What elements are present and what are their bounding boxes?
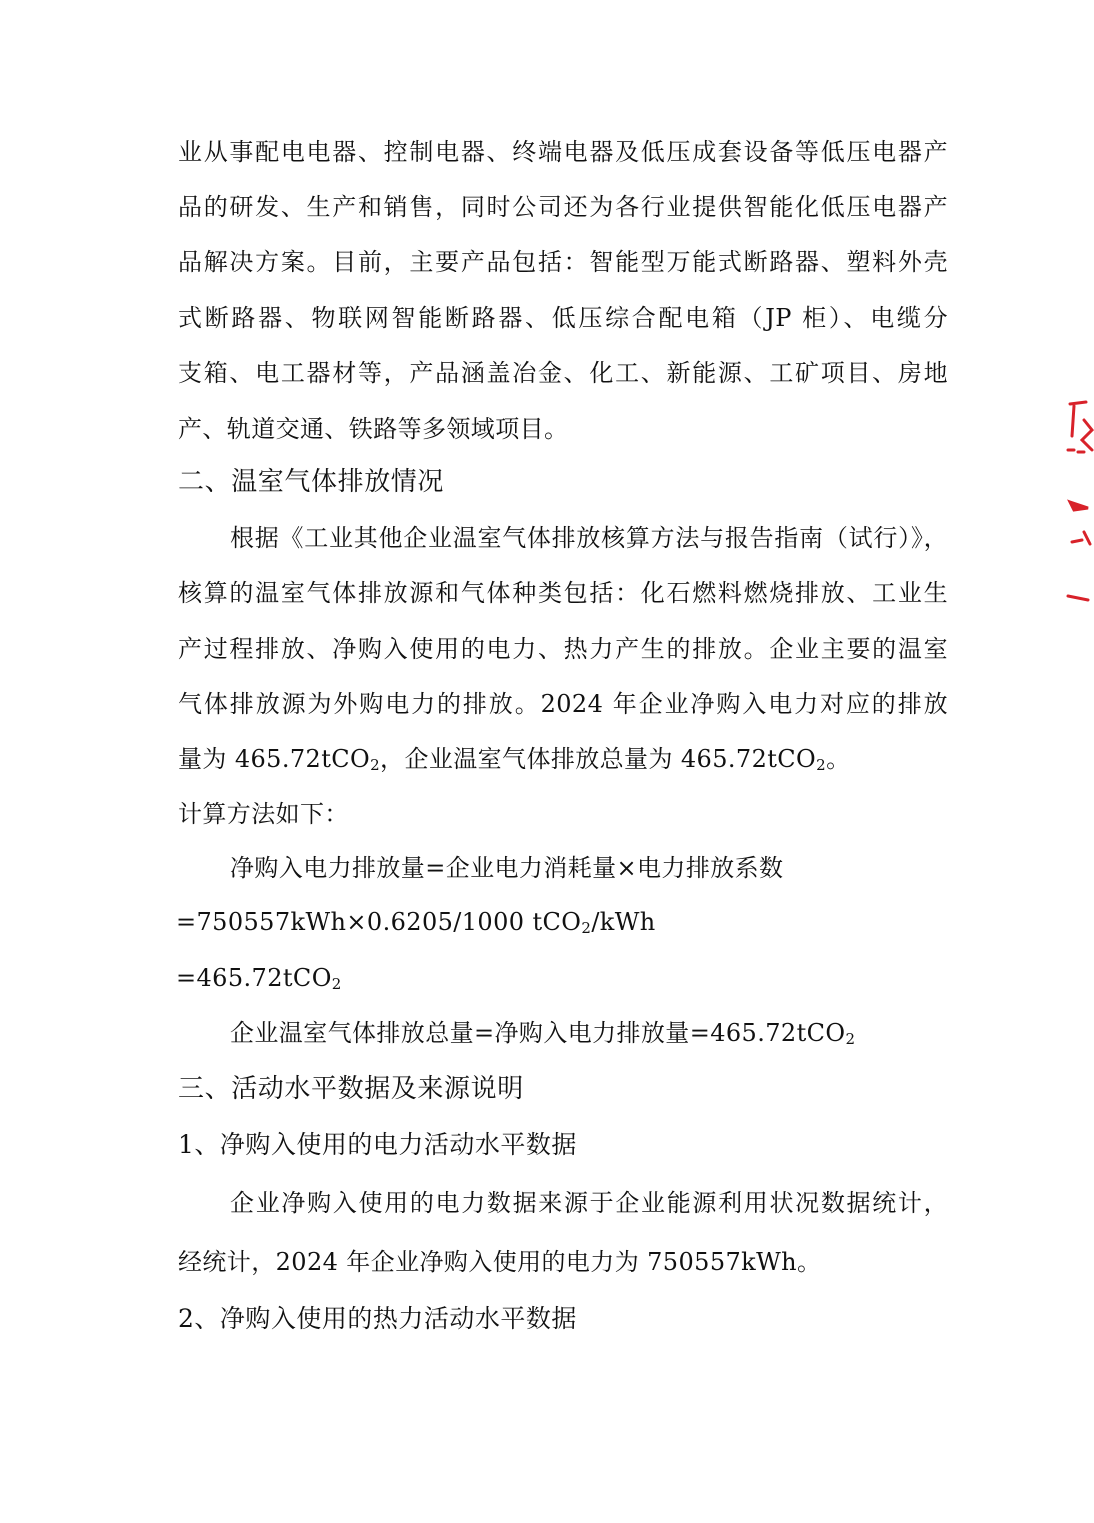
section-2-line-1: 根据《工业其他企业温室气体排放核算方法与报告指南（试行）》，	[230, 524, 948, 552]
subscript-2: 2	[331, 975, 342, 993]
formula-line-2	[176, 905, 946, 939]
formula-3-prefix: =465.72tCO	[176, 964, 332, 992]
formula-line-4	[230, 1016, 948, 1050]
section-2-line-5	[178, 742, 948, 776]
formula-2-prefix: =750557kWh×0.6205/1000 tCO	[176, 908, 582, 936]
emission-text-middle: ，企业温室气体排放总量为 465.72tCO	[380, 745, 817, 773]
section-3-sub-1-heading: 1、净购入使用的电力活动水平数据	[178, 1130, 577, 1159]
subscript-2: 2	[845, 1030, 856, 1048]
stamp-mark	[1068, 596, 1088, 600]
section-3-sub-1-line-1: 企业净购入使用的电力数据来源于企业能源利用状况数据统计，	[230, 1189, 948, 1217]
intro-line-5: 支箱、电工器材等，产品涵盖冶金、化工、新能源、工矿项目、房地	[178, 359, 948, 387]
stamp-mark	[1068, 450, 1084, 452]
formula-2-suffix: /kWh	[591, 908, 656, 936]
stamp-mark	[1082, 420, 1092, 450]
section-3-sub-2-heading: 2、净购入使用的热力活动水平数据	[178, 1304, 577, 1333]
stamp-mark	[1070, 502, 1088, 510]
formula-line-1: 净购入电力排放量=企业电力消耗量×电力排放系数	[230, 854, 784, 882]
subscript-2: 2	[816, 756, 827, 774]
emission-text-prefix: 量为 465.72tCO	[178, 745, 371, 773]
red-seal-stamp	[1062, 392, 1094, 612]
intro-line-2: 品的研发、生产和销售，同时公司还为各行业提供智能化低压电器产	[178, 193, 948, 221]
intro-line-6: 产、轨道交通、铁路等多领域项目。	[178, 415, 569, 443]
formula-4-prefix: 企业温室气体排放总量=净购入电力排放量=465.72tCO	[230, 1019, 846, 1047]
section-3-sub-1-line-2: 经统计，2024 年企业净购入使用的电力为 750557kWh。	[178, 1248, 822, 1276]
section-2-line-3: 产过程排放、净购入使用的电力、热力产生的排放。企业主要的温室	[178, 635, 948, 663]
intro-line-1: 业从事配电电器、控制电器、终端电器及低压成套设备等低压电器产	[178, 138, 948, 166]
intro-line-4: 式断路器、物联网智能断路器、低压综合配电箱（JP 柜）、电缆分	[178, 304, 948, 332]
emission-text-suffix: 。	[826, 745, 851, 773]
section-2-heading: 二、温室气体排放情况	[178, 467, 445, 497]
section-2-line-2: 核算的温室气体排放源和气体种类包括：化石燃料燃烧排放、工业生	[178, 579, 948, 607]
subscript-2: 2	[581, 919, 592, 937]
subscript-2: 2	[370, 756, 381, 774]
intro-line-3: 品解决方案。目前，主要产品包括：智能型万能式断路器、塑料外壳	[178, 248, 948, 276]
section-3-heading: 三、活动水平数据及来源说明	[178, 1074, 524, 1104]
section-2-line-4: 气体排放源为外购电力的排放。2024 年企业净购入电力对应的排放	[178, 690, 948, 718]
stamp-mark	[1072, 532, 1090, 544]
formula-line-3	[176, 961, 946, 995]
calc-intro: 计算方法如下：	[178, 800, 349, 828]
